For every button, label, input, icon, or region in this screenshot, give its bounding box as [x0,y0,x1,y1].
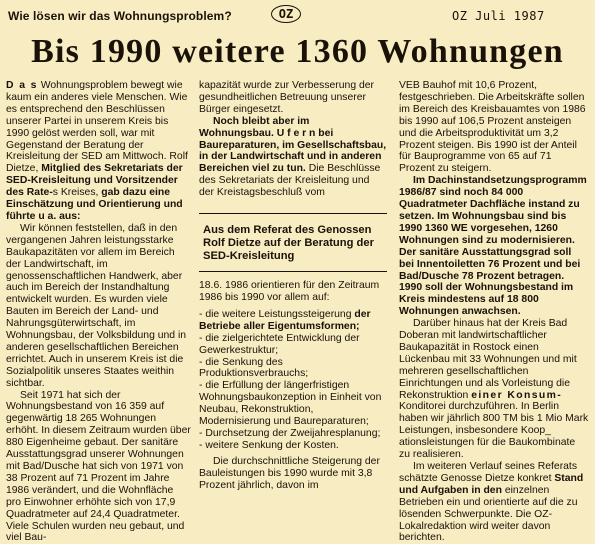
bold-run: Noch bleibt aber im Wohnungsbau. U f e r n bei Baureparaturen, im Gesellschaftsbau, in der Landwirtschaft und in anderen Bereichen viel zu tun. [199,115,387,175]
bold-run: der Betriebe aller Eigentumsformen; [199,308,371,332]
bold-run: gab dazu eine Einschätzung und Orientierung und führte u a. aus: [6,187,183,222]
kicker-line: Wie lösen wir das Wohnungsproblem? [8,9,232,23]
column-1 [6,80,191,544]
list-item: - die zielgerichtete Entwicklung der Gewerkestruktur; [199,332,360,356]
paragraph-bold: Im Dachinstandsetzungsprogramm 1986/87 sind noch 84 000 Quadratmeter Dachfläche instand zu setzen. Im Wohnungsbau sind bis 1990 1360 WE vorgesehen, 1260 Wohnungen sind zu modernisieren. Der sanitäre Ausstattungsgrad soll bei Innentoiletten 76 Prozent und bei Bad/Dusche 78 Prozent betragen. 1990 soll der Wohnungsbestand im Kreis mindestens auf 18 800 Wohnungen anwachsen. [399,175,587,318]
list-item [199,309,387,333]
paragraph [6,80,191,223]
paragraph: Die durchschnittliche Steigerung der Bauleistungen bis 1990 wurde mit 3,8 Prozent jährlich, davon im [199,455,380,491]
text-run: Die Beschlüsse des Sekretariats der Kreisleitung und der Kreistagsbeschluß vom [199,163,381,199]
text-run: einzelnen Betrieben ein und orientierte auf die zu lösenden Schwerpunkte. Die OZ-Lokalredaktion wird weiter davon berichten. [399,484,578,544]
paragraph: Seit 1971 hat sich der Wohnungsbestand von 16 359 auf gegenwärtig 18 265 Wohnungen erhöht. In diesem Zeitraum wurden über 880 Eigenheime gebaut. Der sanitäre Ausstattungsgrad unserer Wohnungen mit Bad/Dusche hat sich von 1971 von 38 Prozent auf 71 Prozent im Jahre 1986 verändert, und die Wohnfläche pro Einwohner erhöhte sich von 17,9 Quadratmeter auf 24,4 Quadratmeter. Viele Schulen wurden neu gebaut, und viel Bau- [6,389,191,544]
text-run: s Kreises, [52,187,102,199]
lead-word: D a s [6,80,38,91]
text-run: - die weitere Leistungssteigerung [199,308,355,320]
list-item: - weitere Senkung der Kosten. [199,439,339,451]
list-item: - die Erfüllung der längerfristigen Wohnungsbaukonzeption in Einheit von Neubau, Rekonstruktion, Modernisierung und Baureparaturen; [199,380,382,428]
dateline: OZ Juli 1987 [452,9,545,23]
list-item: - Durchsetzung der Zweijahresplanung; [199,427,381,439]
bold-run: einer Konsum- [471,389,563,401]
column-2 [199,80,387,491]
bold-run: Stand und Aufgaben in den [399,472,584,496]
paragraph: Wir können feststellen, daß in den vergangenen Jahren leistungsstarke Baukapazitäten vor allem im Bereich der Landwirtschaft, im genossenschaftlichen Handwerk, aber auch im Bereich der Instandhaltung entwickelt wurden. Es wurden viele Bauten im Bereich der Land- und Nahrungsgüterwirtschaft, im Wohnungsbau, der Volksbildung und in anderen gesellschaftlichen Bereichen errichtet. Auch in unserem Kreis ist die Sozialpolitik unseres Staates weithin sichtbar. [6,222,187,389]
paragraph [399,461,589,544]
text-run: Im weiteren Verlauf seines Referats schätzte Genosse Dietze konkret [399,461,578,484]
paragraph: VEB Bauhof mit 10,6 Prozent, festgeschrieben. Die Arbeitskräfte sollen im Bereich des Kreisbauamtes von 1986 bis 1990 auf 106,5 Prozent ansteigen und die Arbeitsproduktivität um 3,2 Prozent steigen. Bis 1990 ist der Anteil für Bauprogramme von 65 auf 71 Prozent zu steigern. [399,80,586,175]
headline: Bis 1990 weitere 1360 Wohnungen [31,33,564,70]
text-run: Wohnungsproblem bewegt wie kaum ein anderes viele Menschen. Wie es entsprechend den Beschlüssen unserer Partei in unserem Kreis bis 1990 gelöst werden soll, war mit Gegenstand der Beratung der Kreisleitung der SED am Mittwoch. Rolf Dietze, [6,80,188,175]
list-item: - die Senkung des Produktionsverbrauchs; [199,356,309,380]
text-run: Konditorei durchzuführen. In Berlin haben wir jährlich 800 TM bis 1 Mio Mark Leistungen, insbesondere Koop_ ationsleistungen für die Baukombinate zu realisieren. [399,401,589,461]
paragraph [399,318,589,461]
column-3 [399,80,589,544]
paragraph [199,116,387,199]
oz-logo: OZ [271,5,301,23]
paragraph: 18.6. 1986 orientieren für den Zeitraum 1986 bis 1990 vor allem auf: [199,280,380,303]
paragraph: kapazität wurde zur Verbesserung der gesundheitlichen Betreuung unserer Bürger eingesetzt. [199,80,375,115]
text-run: Darüber hinaus hat der Kreis Bad Doberan mit landwirtschaftlicher Baukapazität in Rostock einen Lückenbau mit 33 Wohnungen und mit mehreren gesellschaftlichen Einrichtungen und als Vorleistung die Rekonstruktion [399,318,577,401]
box-heading: Aus dem Referat des Genossen Rolf Dietze auf der Beratung der SED-Kreisleitung [203,224,374,263]
bold-run: Mitglied des Sekretariats der SED-Kreisleitung und Vorsitzender des Rate- [6,163,183,199]
divider [199,271,387,272]
